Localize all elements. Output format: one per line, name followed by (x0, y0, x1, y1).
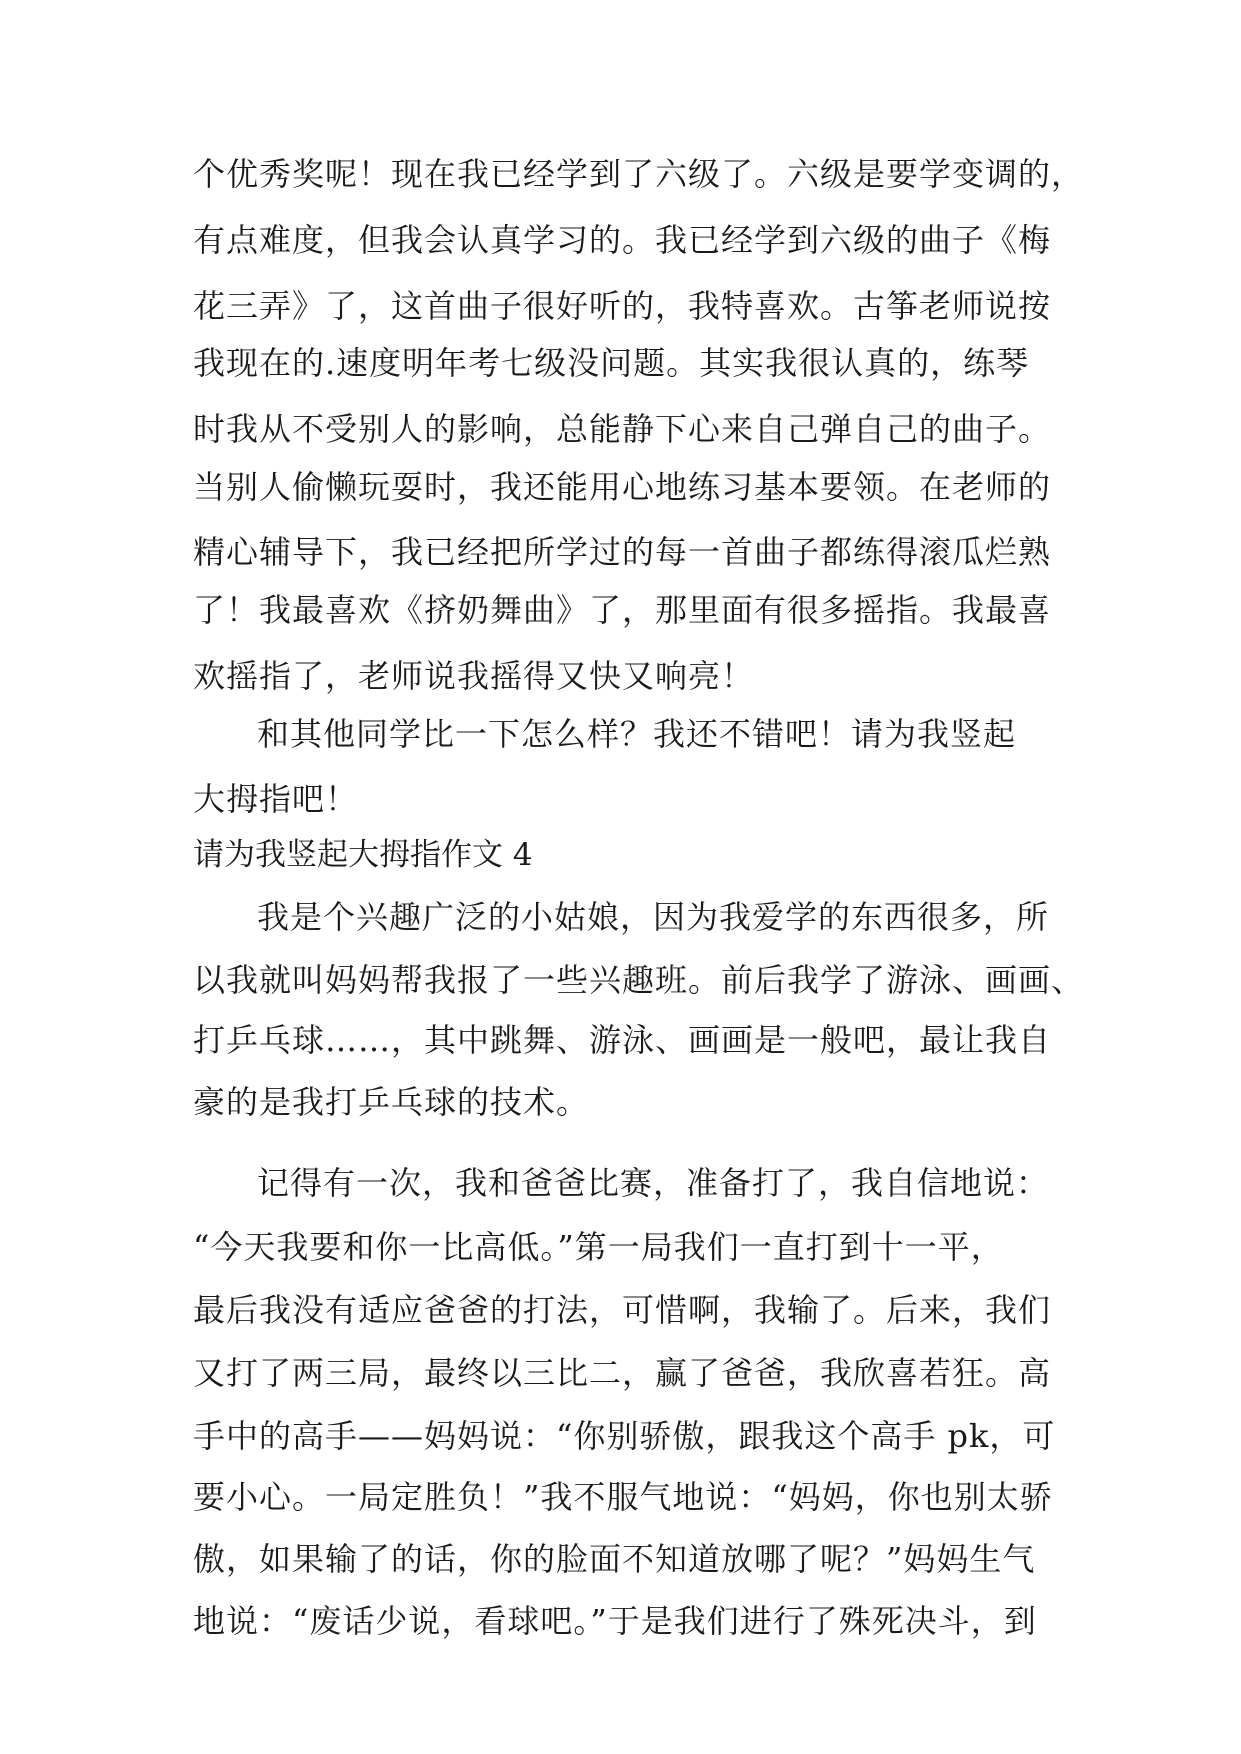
text-line: 精心辅导下，我已经把所学过的每一首曲子都练得滚瓜烂熟 (193, 533, 1052, 571)
text-line: 时我从不受别人的影响，总能静下心来自己弹自己的曲子。 (193, 410, 1052, 448)
text-line: 打乒乓球……，其中跳舞、游泳、画画是一般吧，最让我自 (193, 1021, 1052, 1059)
text-line: 我现在的.速度明年考七级没问题。其实我很认真的，练琴 (193, 344, 1030, 382)
text-line: 地说：“废话少说，看球吧。”于是我们进行了殊死决斗，到 (193, 1602, 1037, 1640)
text-line: 当别人偷懒玩耍时，我还能用心地练习基本要领。在老师的 (193, 468, 1052, 506)
paragraph-first-line: 我是个兴趣广泛的小姑娘，因为我爱学的东西很多，所 (257, 898, 1050, 936)
text-line: 要小心。一局定胜负！”我不服气地说：“妈妈，你也别太骄 (193, 1478, 1053, 1516)
text-line: 有点难度，但我会认真学习的。我已经学到六级的曲子《梅 (193, 221, 1052, 259)
text-line: 以我就叫妈妈帮我报了一些兴趣班。前后我学了游泳、画画、 (193, 961, 1085, 999)
section-heading: 请为我竖起大拇指作文 4 (193, 837, 533, 873)
text-line: “今天我要和你一比高低。”第一局我们一直打到十一平， (193, 1228, 1004, 1266)
text-line: 花三弄》了，这首曲子很好听的，我特喜欢。古筝老师说按 (193, 287, 1052, 325)
text-line: 手中的高手——妈妈说：“你别骄傲，跟我这个高手 pk，可 (193, 1417, 1056, 1455)
text-line: 欢摇指了，老师说我摇得又快又响亮！ (193, 657, 755, 695)
text-line: 个优秀奖呢！现在我已经学到了六级了。六级是要学变调的， (193, 155, 1085, 193)
text-line: 最后我没有适应爸爸的打法，可惜啊，我输了。后来，我们 (193, 1291, 1052, 1329)
text-line: 又打了两三局，最终以三比二，赢了爸爸，我欣喜若狂。高 (193, 1354, 1052, 1392)
text-line: 傲，如果输了的话，你的脸面不知道放哪了呢？”妈妈生气 (193, 1540, 1036, 1578)
paragraph-first-line: 记得有一次，我和爸爸比赛，准备打了，我自信地说： (257, 1164, 1050, 1202)
text-line: 大拇指吧！ (193, 780, 359, 818)
text-line: 豪的是我打乒乓球的技术。 (193, 1083, 590, 1121)
text-line: 了！我最喜欢《挤奶舞曲》了，那里面有很多摇指。我最喜 (193, 591, 1052, 629)
paragraph-first-line: 和其他同学比一下怎么样？我还不错吧！请为我竖起 (257, 715, 1017, 753)
